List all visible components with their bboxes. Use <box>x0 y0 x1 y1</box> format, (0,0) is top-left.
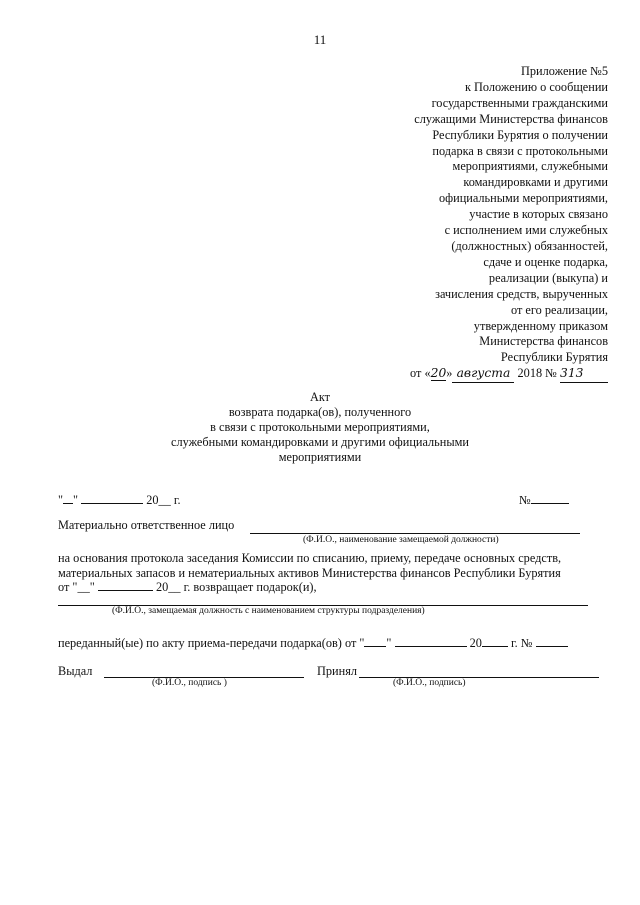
document-title <box>0 390 640 465</box>
transferred-month-blank[interactable] <box>395 646 467 647</box>
annex-line: официальными мероприятиями, <box>439 191 608 206</box>
annex-line: реализации (выкупа) и <box>488 270 608 285</box>
act-number-label: № <box>519 493 531 507</box>
basis-date-prefix: от "__" <box>58 580 95 594</box>
act-month-blank[interactable] <box>81 503 143 504</box>
basis-month-blank[interactable] <box>98 590 153 591</box>
transferred-suffix: г. № <box>510 636 533 650</box>
annex-line: Республики Бурятия о получении <box>432 127 608 142</box>
issued-label: Выдал <box>58 664 93 678</box>
annex-header <box>410 64 608 383</box>
transferred-prefix: переданный(ые) по акту приема-передачи подарка(ов) от " <box>58 636 365 650</box>
issued-caption: (Ф.И.О., подпись ) <box>152 678 227 688</box>
annex-line: к Положению о сообщении <box>464 79 608 94</box>
annex-line: участие в которых связано <box>469 207 608 222</box>
transferred-line <box>58 636 568 651</box>
page-number: 11 <box>313 32 327 47</box>
title-line: в связи с протокольными мероприятиями, <box>210 420 430 434</box>
title-line: мероприятиями <box>278 450 362 464</box>
title-line: служебными командировками и другими официальными <box>170 435 469 449</box>
act-date-quote-close: " <box>73 493 79 507</box>
basis-line-1: на основания протокола заседания Комиссии по списанию, приему, передаче основных средств, <box>58 551 562 565</box>
responsible-caption: (Ф.И.О., наименование замещаемой должности) <box>303 535 499 545</box>
annex-line: сдаче и оценке подарка, <box>483 254 608 269</box>
act-date <box>58 493 181 508</box>
responsible-label: Материально ответственное лицо <box>58 518 235 532</box>
order-date-day: 20 <box>430 366 447 381</box>
annex-line: Республики Бурятия <box>500 350 608 365</box>
annex-line: от его реализации, <box>510 302 608 317</box>
act-number <box>519 493 569 508</box>
order-date-month: августа <box>452 366 514 383</box>
annex-line: служащими Министерства финансов <box>414 111 608 126</box>
annex-line: мероприятиями, служебными <box>452 159 608 174</box>
transferred-year: 20 <box>469 636 482 650</box>
person-caption: (Ф.И.О., замещаемая должность с наименованием структуры подразделения) <box>112 606 425 616</box>
act-day-blank[interactable] <box>63 503 73 504</box>
transferred-year-blank[interactable] <box>482 646 508 647</box>
transferred-day-blank[interactable] <box>364 646 386 647</box>
act-number-blank[interactable] <box>531 503 569 504</box>
annex-line: утвержденному приказом <box>473 318 608 333</box>
annex-line: зачисления средств, вырученных <box>435 286 608 301</box>
accepted-label: Принял <box>317 664 357 678</box>
transferred-number-blank[interactable] <box>536 646 568 647</box>
annex-line: Приложение №5 <box>521 64 608 78</box>
order-date-line <box>410 366 608 383</box>
order-date-mid: » <box>446 366 453 381</box>
annex-line: подарка в связи с протокольными <box>432 143 608 158</box>
basis-line-2: материальных запасов и нематериальных активов Министерства финансов Республики Бурятия <box>58 566 561 580</box>
order-number: 313 <box>560 366 608 383</box>
annex-line: с исполнением ими служебных <box>444 223 608 238</box>
annex-line: государственными гражданскими <box>431 95 608 110</box>
annex-line: командировками и другими <box>463 175 608 190</box>
annex-line: (должностных) обязанностей, <box>451 238 608 253</box>
basis-date-suffix: 20__ г. возвращает подарок(и), <box>155 580 317 594</box>
order-date-prefix: от « <box>410 366 431 381</box>
responsible-field[interactable] <box>250 533 580 534</box>
title-line: Акт <box>309 390 331 404</box>
order-date-year: 2018 № <box>517 366 557 381</box>
transferred-quote: " <box>386 636 392 650</box>
title-line: возврата подарка(ов), полученного <box>228 405 412 419</box>
basis-line-3 <box>58 580 317 595</box>
annex-line: Министерства финансов <box>479 334 608 349</box>
act-date-year: 20__ г. <box>146 493 181 507</box>
act-date-quote-open: " <box>58 493 64 507</box>
accepted-caption: (Ф.И.О., подпись) <box>393 678 466 688</box>
